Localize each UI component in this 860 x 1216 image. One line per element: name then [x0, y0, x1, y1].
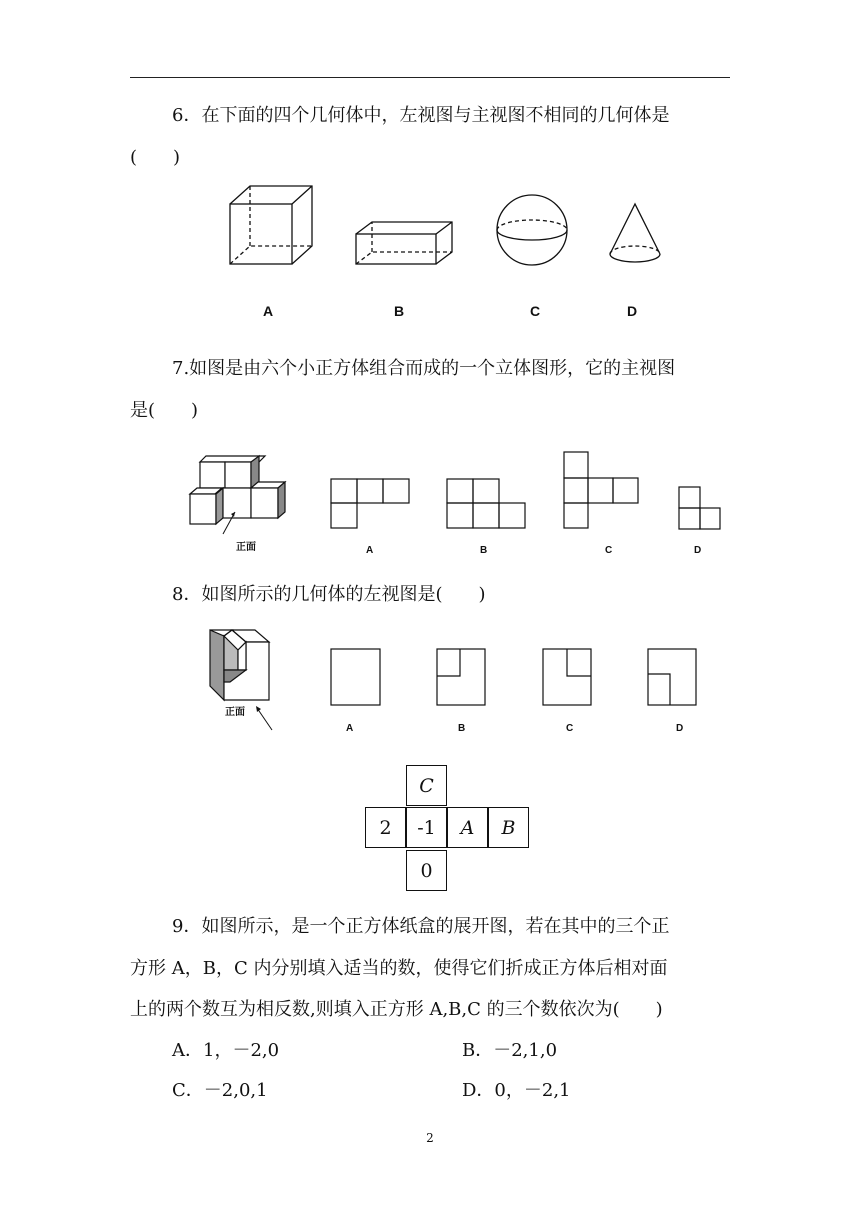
q8-label-a: A: [346, 723, 354, 734]
q7-view-a: [331, 479, 409, 528]
net-cell-b: B: [488, 807, 529, 848]
q6-label-a: A: [263, 303, 274, 319]
q6-figures: [220, 182, 680, 282]
net-cell-0: 0: [406, 850, 447, 891]
q8-option-views: [325, 644, 705, 714]
q7-option-views: [325, 448, 725, 533]
q9-text-line3: 上的两个数互为相反数,则填入正方形 A,B,C 的三个数依次为( ): [130, 999, 663, 1020]
q7-label-b: B: [480, 545, 488, 556]
cube-net-diagram: [365, 765, 533, 893]
net-cell-2: 2: [365, 807, 406, 848]
q9-option-b[interactable]: B．－2,1,0: [462, 1040, 558, 1061]
q6-label-c: C: [530, 303, 541, 319]
q8-view-c: [543, 649, 591, 705]
q7-label-c: C: [605, 545, 613, 556]
q9-text-line2: 方形 A，B，C 内分别填入适当的数，使得它们折成正方体后相对面: [130, 958, 668, 979]
header-rule: [130, 77, 730, 78]
q9-option-a[interactable]: A．1，－2,0: [172, 1040, 280, 1061]
q7-label-d: D: [694, 545, 702, 556]
q8-front-label: 正面: [225, 707, 245, 718]
q9-text-line1: 9．如图所示，是一个正方体纸盒的展开图，若在其中的三个正: [172, 916, 670, 937]
net-cell-c: C: [406, 765, 447, 806]
q8-label-d: D: [676, 723, 684, 734]
q9-option-c[interactable]: C．－2,0,1: [172, 1080, 268, 1101]
q7-view-d: [679, 487, 720, 529]
q6-label-b: B: [394, 303, 405, 319]
q8-front-arrow-icon: [252, 700, 276, 734]
q6-text-line2: ( ): [130, 147, 181, 168]
q8-label-b: B: [458, 723, 466, 734]
q8-text: 8．如图所示的几何体的左视图是( ): [172, 584, 486, 605]
q6-cuboid-figure: [356, 222, 452, 264]
q7-view-b: [447, 479, 525, 528]
net-cell-a: A: [447, 807, 488, 848]
q9-option-d[interactable]: D．0，－2,1: [462, 1080, 571, 1101]
q6-cube-figure: [230, 186, 312, 264]
q7-solid-figure: [185, 450, 295, 545]
q7-front-label: 正面: [236, 542, 256, 553]
q6-cone-figure: [610, 204, 660, 262]
q6-sphere-figure: [497, 195, 567, 265]
q6-text-line1: 6．在下面的四个几何体中，左视图与主视图不相同的几何体是: [172, 105, 670, 126]
q7-label-a: A: [366, 545, 374, 556]
q8-view-d: [648, 649, 696, 705]
q7-text-line1: 7.如图是由六个小正方体组合而成的一个立体图形，它的主视图: [172, 358, 676, 379]
q7-view-c: [564, 452, 638, 528]
q7-text-line2: 是( ): [130, 400, 199, 421]
q6-label-d: D: [627, 303, 638, 319]
net-cell-minus1: -1: [406, 807, 447, 848]
q8-label-c: C: [566, 723, 574, 734]
page-number: 2: [426, 1131, 434, 1145]
q8-view-b: [437, 649, 485, 705]
q8-view-a: [331, 649, 380, 705]
